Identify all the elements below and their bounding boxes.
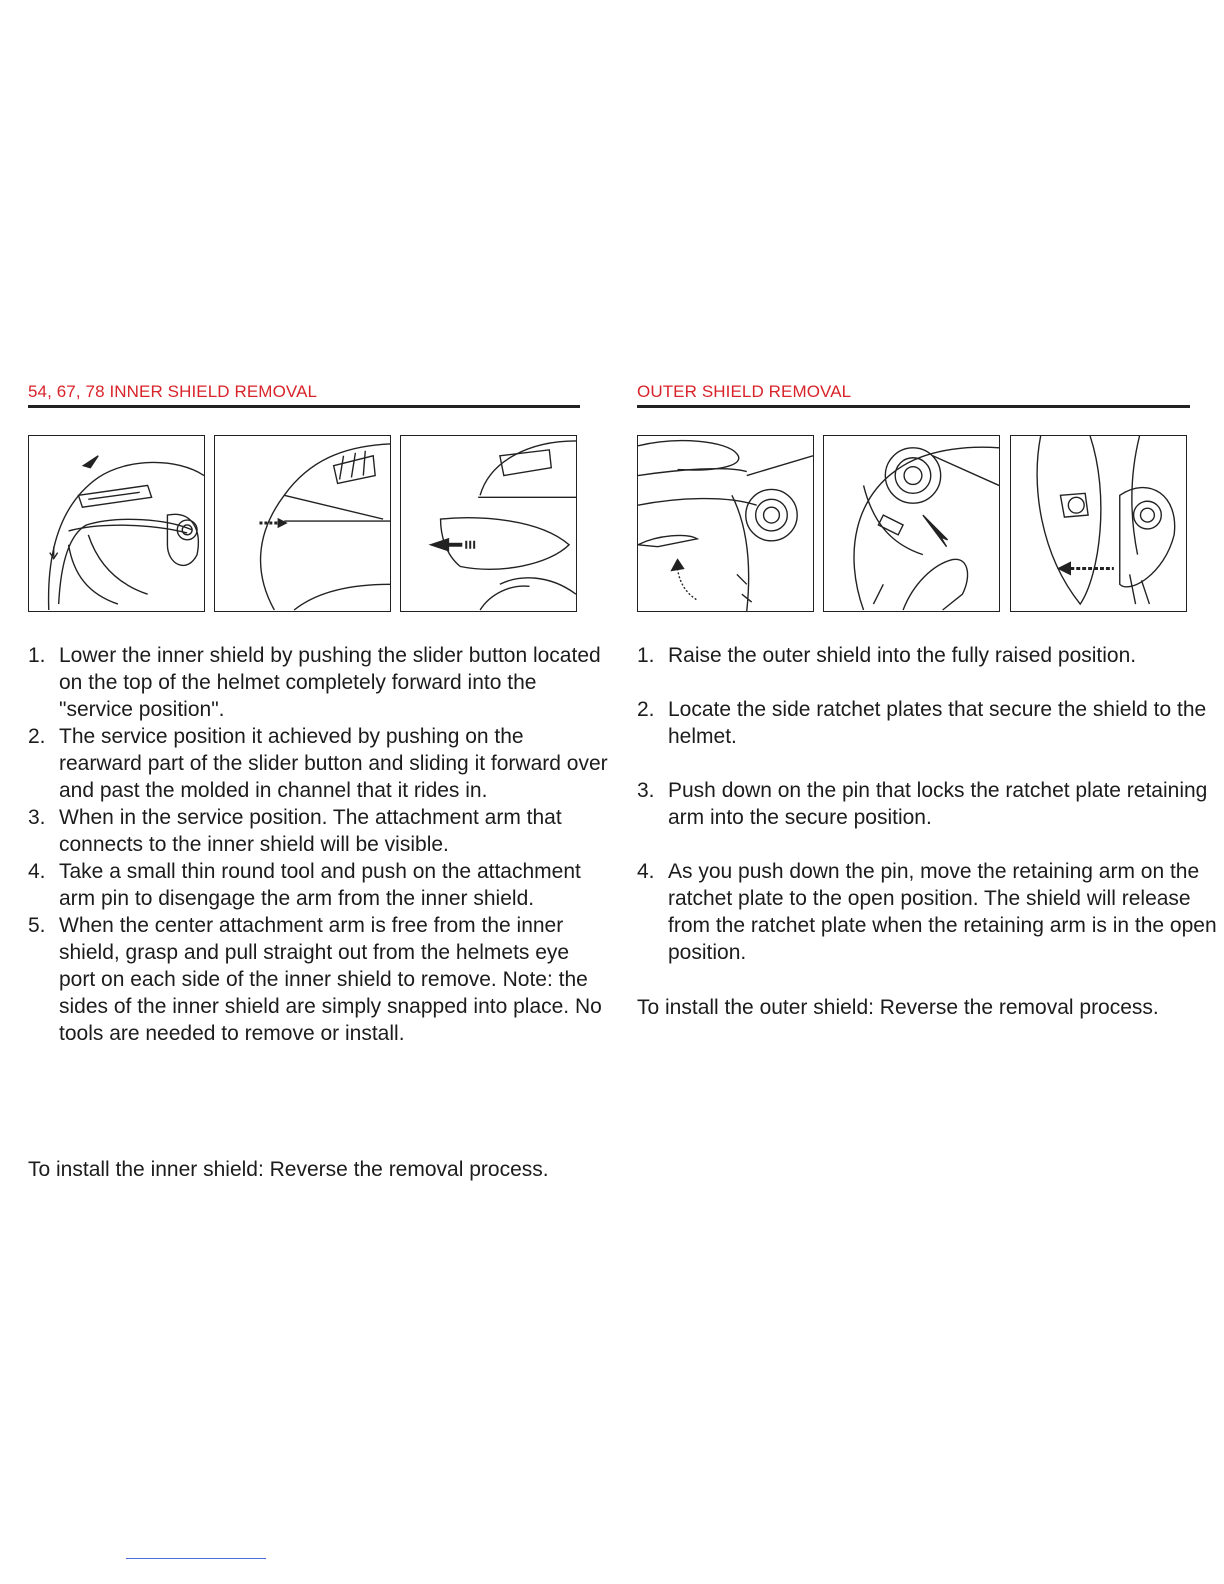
section-divider — [28, 405, 580, 408]
list-item: 4. As you push down the pin, move the retaining arm on the ratchet plate to the open position. The shield will release from the ratchet plate when the retaining arm is in the open position. — [637, 860, 1217, 964]
illustration-row — [637, 435, 1190, 615]
inner-shield-section — [28, 380, 608, 1181]
inner-shield-steps — [28, 642, 608, 1047]
illustration-slider-forward — [28, 435, 205, 612]
footer-link-underline[interactable] — [126, 1558, 266, 1559]
outer-shield-section — [637, 380, 1217, 1019]
illustration-inner-shield-pull — [400, 435, 577, 612]
section-title-inner-shield: 54, 67, 78 INNER SHIELD REMOVAL — [28, 382, 318, 401]
illustration-service-position — [214, 435, 391, 612]
list-item: 2. The service position it achieved by pushing on the rearward part of the slider button and sliding it forward over and past the molded in channel that it rides in. — [28, 725, 608, 802]
section-divider — [637, 405, 1190, 408]
list-item: 1. Raise the outer shield into the fully raised position. — [637, 644, 1137, 667]
list-item: 1. Lower the inner shield by pushing the slider button located on the top of the helmet completely forward into the "service position". — [28, 644, 601, 721]
install-note-inner-shield: To install the inner shield: Reverse the removal process. — [28, 1158, 549, 1181]
outer-shield-steps — [637, 642, 1217, 993]
section-title-outer-shield: OUTER SHIELD REMOVAL — [637, 382, 852, 401]
illustration-release-shield — [1010, 435, 1187, 612]
illustration-raise-shield — [637, 435, 814, 612]
list-item: 2. Locate the side ratchet plates that secure the shield to the helmet. — [637, 698, 1207, 748]
illustration-row — [28, 435, 580, 615]
list-item: 3. When in the service position. The attachment arm that connects to the inner shield will be visible. — [28, 806, 562, 856]
install-note-outer-shield: To install the outer shield: Reverse the removal process. — [637, 996, 1159, 1019]
list-item: 3. Push down on the pin that locks the ratchet plate retaining arm into the secure position. — [637, 779, 1208, 829]
list-item: 4. Take a small thin round tool and push on the attachment arm pin to disengage the arm from the inner shield. — [28, 860, 581, 910]
list-item: 5. When the center attachment arm is free from the inner shield, grasp and pull straight out from the helmets eye port on each side of the inner shield to remove. Note: the sides of the inner shield are simply snapped into place. No tools are needed to remove or install. — [28, 914, 602, 1045]
illustration-push-pin — [823, 435, 1000, 612]
